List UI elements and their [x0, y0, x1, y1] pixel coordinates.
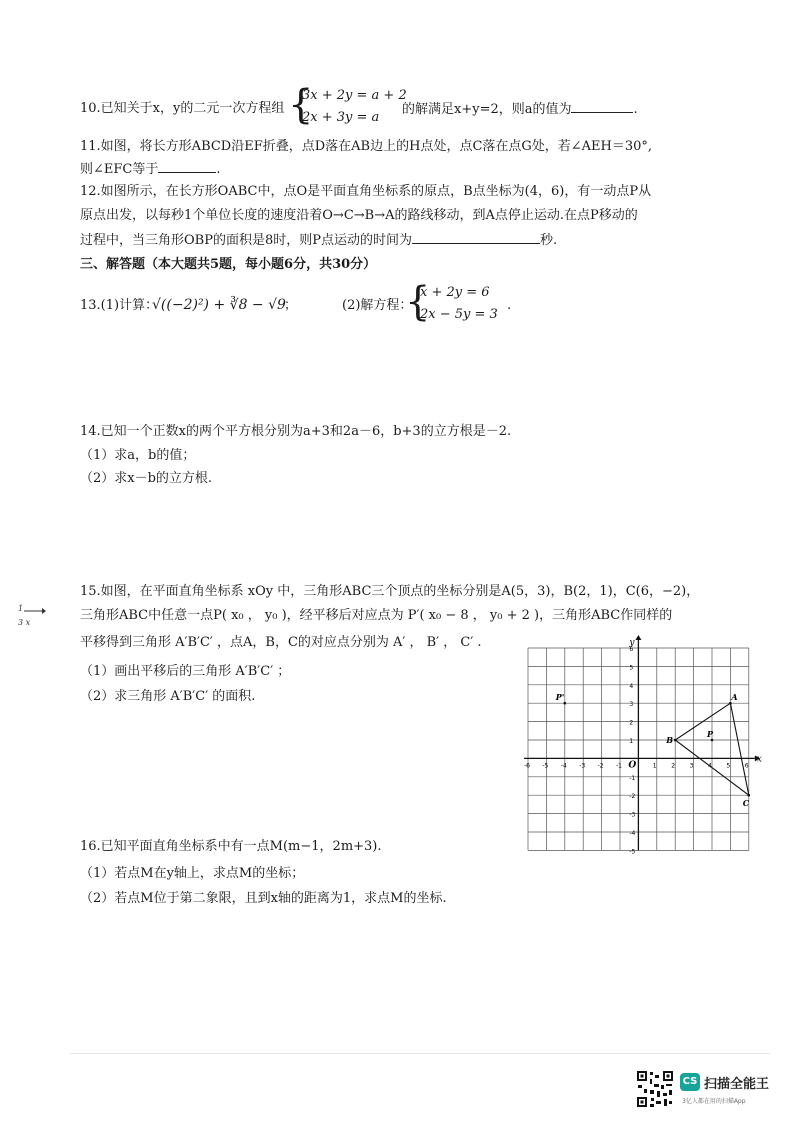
x-tick-label: 1 [652, 762, 657, 770]
y-tick-label: -1 [629, 774, 636, 782]
q13-part2: (2)解方程： [342, 298, 413, 313]
point-c [748, 794, 751, 797]
q15-line5: （2）求三角形 A′B′C′ 的面积. [80, 689, 256, 704]
point-label: B [666, 735, 673, 745]
y-tick-label: -3 [629, 811, 636, 819]
footer-separator [70, 1053, 770, 1054]
q10-end: . [633, 102, 638, 117]
y-tick-label: 1 [629, 738, 634, 745]
q12-answer-blank[interactable] [412, 231, 540, 244]
q13-semicolon: ； [284, 298, 298, 313]
camscanner-logo: CS [680, 1073, 700, 1091]
q11-line1: 11.如图，将长方形ABCD沿EF折叠，点D落在AB边上的H点处，点C落在点G处，若∠AEH＝30°, [80, 139, 653, 154]
q14-line3: （2）求x－b的立方根. [80, 471, 213, 486]
point-a [729, 702, 732, 705]
q13-part1: 13.(1)计算： [80, 298, 159, 313]
point-p-prime [564, 702, 567, 705]
y-axis-arrow-icon [635, 635, 641, 640]
footer-tagline: 3亿人都在用的扫描App [682, 1098, 746, 1105]
y-tick-label: -2 [629, 793, 636, 801]
y-axis-label: y [629, 638, 635, 648]
coordinate-grid-svg [520, 636, 762, 862]
q10-brace: { [288, 82, 314, 128]
q15-line1: 15.如图，在平面直角坐标系 xOy 中，三角形ABC三个顶点的坐标分别是A(5，3)，B(2，1)，C(6，−2)， [80, 584, 700, 599]
q16-line2: （1）若点M在y轴上，求点M的坐标； [80, 866, 305, 881]
margin-arrow-icon [24, 607, 46, 615]
q15-line4: （1）画出平移后的三角形 A′B′C′ ； [80, 664, 291, 679]
q11-line2: 则∠EFC等于 [80, 162, 159, 177]
q10-answer-blank[interactable] [571, 100, 633, 113]
q12-line3-wrap [80, 231, 557, 250]
y-tick-label: 6 [629, 646, 634, 653]
q13-eq1: x + 2y = 6 [420, 285, 490, 300]
x-tick-label: 6 [744, 762, 749, 770]
coordinate-grid [520, 636, 762, 866]
origin-label: O [628, 760, 637, 771]
point-b [674, 739, 677, 742]
x-tick-label: -1 [616, 762, 622, 770]
q10-suffix-text: 的解满足x+y=2，则a的值为 [402, 102, 572, 117]
y-tick-label: 3 [629, 701, 634, 709]
y-tick-label: -5 [629, 848, 636, 856]
x-tick-label: 5 [726, 762, 731, 770]
q14-line2: （1）求a，b的值； [80, 448, 196, 463]
y-tick-label: -4 [629, 830, 636, 837]
x-tick-label: -3 [579, 762, 586, 770]
q16-line1: 16.已知平面直角坐标系中有一点M(m−1，2m+3). [80, 839, 382, 854]
point-label: P' [555, 692, 565, 703]
x-tick-label: 4 [708, 762, 712, 770]
q13-brace: { [405, 279, 431, 325]
q11-answer-blank[interactable] [158, 160, 216, 173]
q10-eq1: 3x + 2y = a + 2 [302, 88, 407, 103]
q11-end: . [216, 162, 221, 177]
qr-code-icon [636, 1070, 674, 1108]
x-tick-label: -4 [560, 762, 567, 770]
x-tick-label: 3 [689, 762, 694, 770]
q13-end: . [507, 298, 512, 313]
q13-expression: √((−2)²) + ∛8 − √9 [152, 297, 286, 313]
q10-eq2: 2x + 3y = a [302, 110, 380, 125]
q14-line1: 14.已知一个正数x的两个平方根分别为a+3和2a－6，b+3的立方根是－2. [80, 424, 512, 439]
margin-mark-top: 1 [18, 604, 24, 613]
q11-line2-wrap [80, 160, 221, 179]
x-axis-label: x [756, 754, 762, 765]
x-tick-label: -5 [542, 762, 549, 770]
x-tick-label: -2 [597, 762, 604, 770]
x-tick-label: 2 [671, 762, 676, 770]
section3-title: 三、解答题（本大题共5题，每小题6分，共30分） [80, 257, 377, 272]
point-label: C [742, 798, 750, 809]
point-label: A [731, 692, 738, 703]
q10-suffix [402, 100, 638, 119]
q12-unit: 秒. [539, 233, 558, 248]
x-tick-label: -6 [524, 762, 530, 770]
q10-prefix: 10.已知关于x，y的二元一次方程组 [80, 101, 285, 116]
q13-eq2: 2x − 5y = 3 [420, 307, 498, 322]
margin-mark-bottom: 3 x [18, 618, 31, 627]
q15-line2: 三角形ABC中任意一点P( x₀ ， y₀ )，经平移后对应点为 P′( x₀ − 8 ， y₀ + 2 )，三角形ABC作同样的 [80, 608, 673, 623]
q12-line1: 12.如图所示，在长方形OABC中，点O是平面直角坐标系的原点，B点坐标为(4，6)，有一动点P从 [80, 184, 652, 199]
footer-app-name: 扫描全能王 [704, 1077, 770, 1092]
q12-line3: 过程中，当三角形OBP的面积是8时，则P点运动的时间为 [80, 233, 412, 248]
q15-line3: 平移得到三角形 A′B′C′ ，点A，B，C的对应点分别为 A′ ， B′ ， C′ . [80, 635, 482, 650]
y-tick-label: 5 [629, 664, 634, 672]
point-label: P [707, 729, 714, 739]
q12-line2: 原点出发，以每秒1个单位长度的速度沿着O→C→B→A的路线移动，到A点停止运动.在点P移动的 [80, 208, 638, 223]
q16-line3: （2）若点M位于第二象限，且到x轴的距离为1，求点M的坐标. [80, 891, 447, 906]
y-tick-label: 4 [629, 682, 634, 690]
point-p [711, 739, 714, 742]
y-tick-label: 2 [629, 719, 634, 727]
